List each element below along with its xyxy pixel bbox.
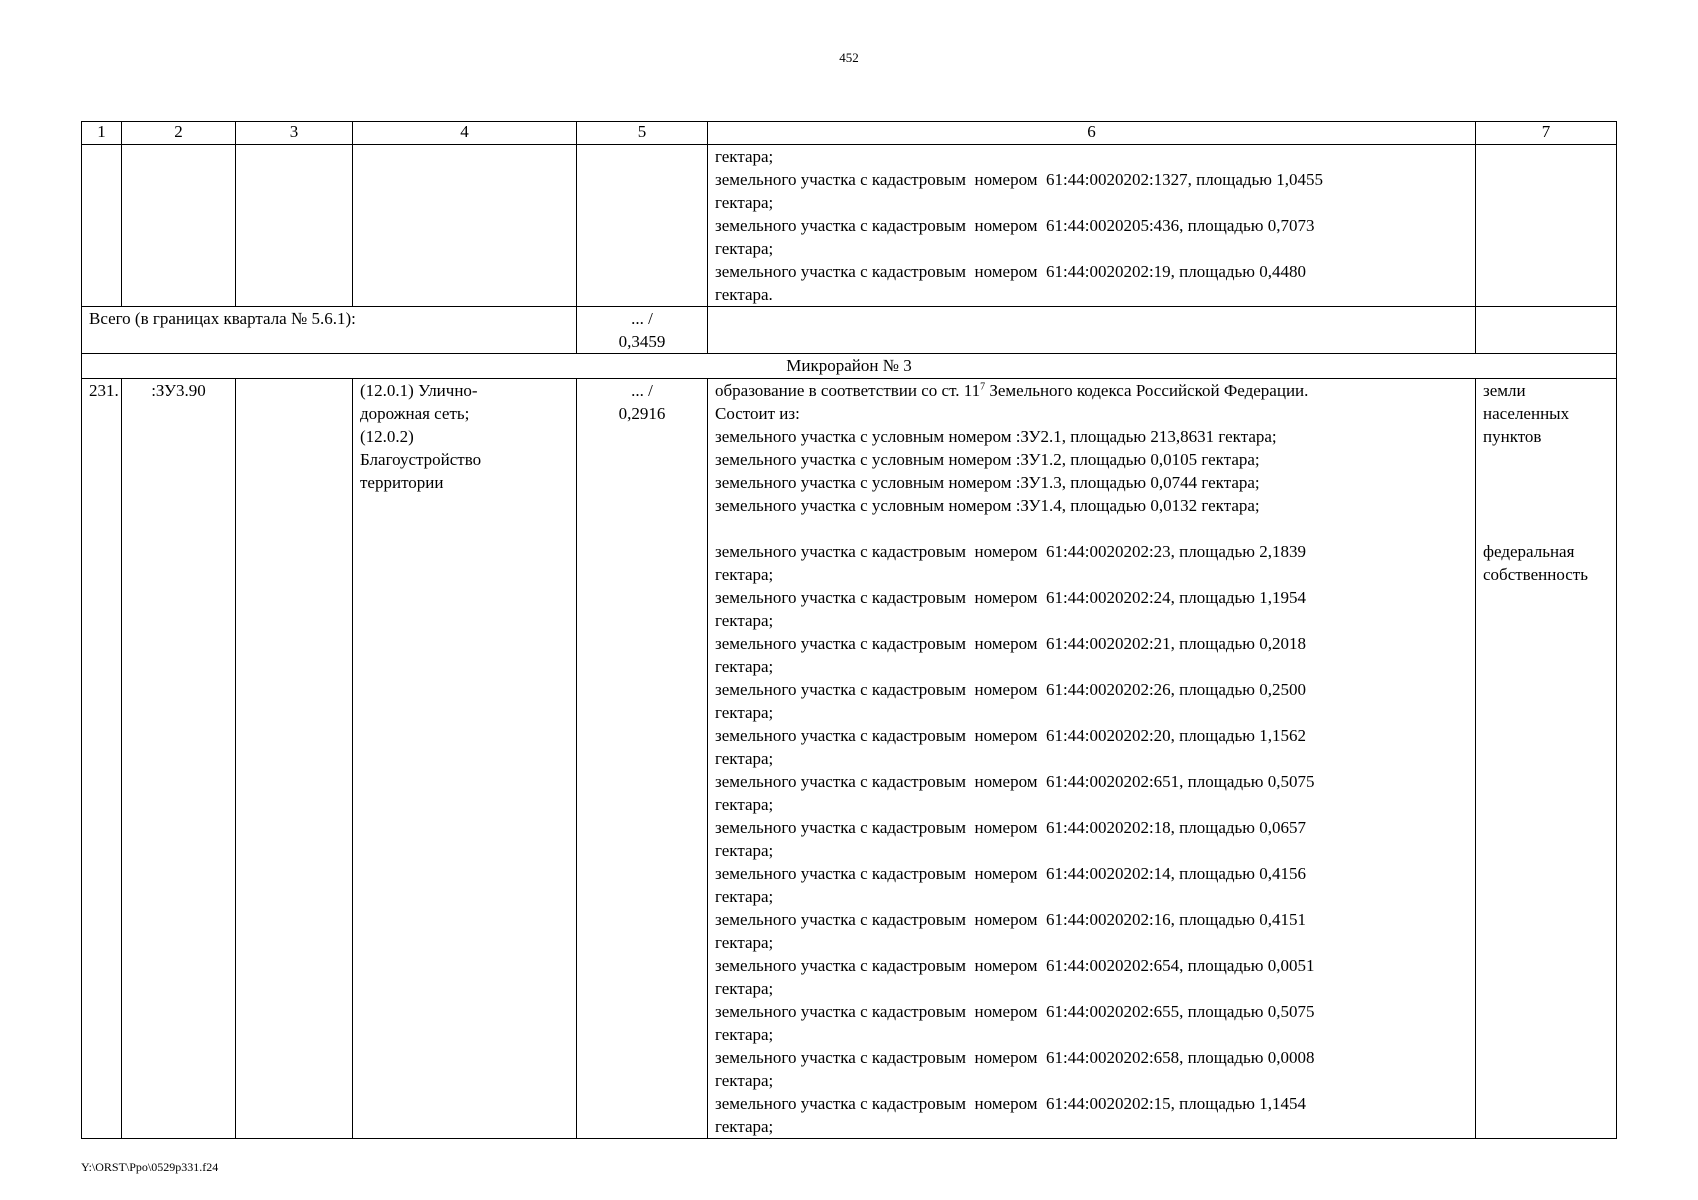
description-line: земельного участка с кадастровым номером 61:44:0020202:21, площадью 0,2018 (715, 634, 1306, 653)
description-line: гектара; (715, 703, 774, 722)
usage-line: Благоустройство (360, 450, 482, 469)
description-consists: Состоит из: (715, 404, 800, 423)
description-intro: образование в соответствии со ст. $11^7$ Земельного кодекса Российской Федерации. (715, 381, 1309, 400)
entry-number: 231. (82, 379, 122, 1139)
header-cell: 4 (353, 122, 577, 145)
section-row (82, 354, 1617, 379)
description-line: земельного участка с кадастровым номером 61:44:0020202:655, площадью 0,5075 (715, 1002, 1315, 1021)
ownership-line: федеральная (1483, 542, 1575, 561)
usage-line: дорожная сеть; (360, 404, 470, 423)
total-row (82, 307, 1617, 354)
ownership-line: собственность (1483, 565, 1588, 584)
description-line: гектара; (715, 795, 774, 814)
header-cell: 3 (236, 122, 353, 145)
description-line: гектара; (715, 611, 774, 630)
category-line: пунктов (1483, 427, 1542, 446)
table-row (82, 145, 1617, 307)
description-line: земельного участка с кадастровым номером 61:44:0020202:18, площадью 0,0657 (715, 818, 1306, 837)
table-header-row (82, 122, 1617, 145)
description-line: гектара; (715, 1117, 774, 1136)
header-cell: 1 (82, 122, 122, 145)
header-cell: 7 (1476, 122, 1617, 145)
description-line: гектара; (715, 979, 774, 998)
entry-usage-cell (353, 379, 577, 1139)
description-line: гектара; (715, 749, 774, 768)
usage-line: территории (360, 473, 444, 492)
description-line: земельного участка с кадастровым номером 61:44:0020202:26, площадью 0,2500 (715, 680, 1306, 699)
description-line: земельного участка с условным номером :ЗУ2.1, площадью 213,8631 гектара; (715, 427, 1277, 446)
description-line: земельного участка с условным номером :ЗУ1.4, площадью 0,0132 гектара; (715, 496, 1260, 515)
description-line: земельного участка с кадастровым номером 61:44:0020202:19, площадью 0,4480 (715, 262, 1306, 281)
description-line: земельного участка с кадастровым номером 61:44:0020202:16, площадью 0,4151 (715, 910, 1306, 929)
description-line: гектара; (715, 1071, 774, 1090)
entry-col3 (236, 379, 353, 1139)
total-area-line: ... / (631, 309, 653, 328)
description-line: гектара; (715, 565, 774, 584)
description-line: земельного участка с кадастровым номером 61:44:0020202:651, площадью 0,5075 (715, 772, 1315, 791)
land-plots-table (81, 121, 1617, 1139)
description-line: земельного участка с условным номером :ЗУ1.2, площадью 0,0105 гектара; (715, 450, 1260, 469)
description-line: земельного участка с кадастровым номером 61:44:0020202:658, площадью 0,0008 (715, 1048, 1315, 1067)
header-cell: 5 (577, 122, 708, 145)
page-number: 452 (839, 50, 859, 65)
entry-area-value: 0,2916 (618, 404, 666, 423)
category-line: населенных (1483, 404, 1570, 423)
usage-line: (12.0.1) Улично- (360, 381, 478, 400)
description-line: земельного участка с кадастровым номером 61:44:0020202:1327, площадью 1,0455 (715, 170, 1323, 189)
description-line: гектара; (715, 887, 774, 906)
total-label: Всего (в границах квартала № 5.6.1): (82, 307, 577, 354)
table-row (82, 379, 1617, 1139)
superscript: 7 (980, 381, 986, 393)
description-line: земельного участка с кадастровым номером 61:44:0020202:23, площадью 2,1839 (715, 542, 1306, 561)
description-line: земельного участка с кадастровым номером 61:44:0020202:654, площадью 0,0051 (715, 956, 1315, 975)
section-title: Микрорайон № 3 (82, 354, 1617, 379)
description-line: гектара; (715, 933, 774, 952)
entry-area-cell (577, 379, 708, 1139)
continuation-description-cell (708, 145, 1476, 307)
entry-category-cell (1476, 379, 1617, 1139)
entry-area-line: ... / (631, 381, 653, 400)
entry-description-cell (708, 379, 1476, 1139)
description-line: земельного участка с кадастровым номером 61:44:0020202:15, площадью 1,1454 (715, 1094, 1306, 1113)
description-line: гектара. (715, 285, 773, 304)
description-line: гектара; (715, 193, 774, 212)
description-line: земельного участка с кадастровым номером 61:44:0020205:436, площадью 0,7073 (715, 216, 1315, 235)
description-line: земельного участка с кадастровым номером 61:44:0020202:24, площадью 1,1954 (715, 588, 1306, 607)
description-line: земельного участка с условным номером :ЗУ1.3, площадью 0,0744 гектара; (715, 473, 1260, 492)
file-path-footer: Y:\ORST\Ppo\0529p331.f24 (81, 1160, 219, 1174)
description-line: земельного участка с кадастровым номером 61:44:0020202:20, площадью 1,1562 (715, 726, 1306, 745)
header-cell: 2 (122, 122, 236, 145)
description-line: гектара; (715, 657, 774, 676)
description-line: гектара; (715, 147, 774, 166)
description-line: гектара; (715, 841, 774, 860)
description-line: земельного участка с кадастровым номером 61:44:0020202:14, площадью 0,4156 (715, 864, 1306, 883)
entry-code: :ЗУ3.90 (122, 379, 236, 1139)
usage-line: (12.0.2) (360, 427, 414, 446)
description-line: гектара; (715, 239, 774, 258)
total-area-value: 0,3459 (618, 332, 666, 351)
total-area-cell (577, 307, 708, 354)
header-cell: 6 (708, 122, 1476, 145)
category-line: земли (1483, 381, 1526, 400)
description-line: гектара; (715, 1025, 774, 1044)
